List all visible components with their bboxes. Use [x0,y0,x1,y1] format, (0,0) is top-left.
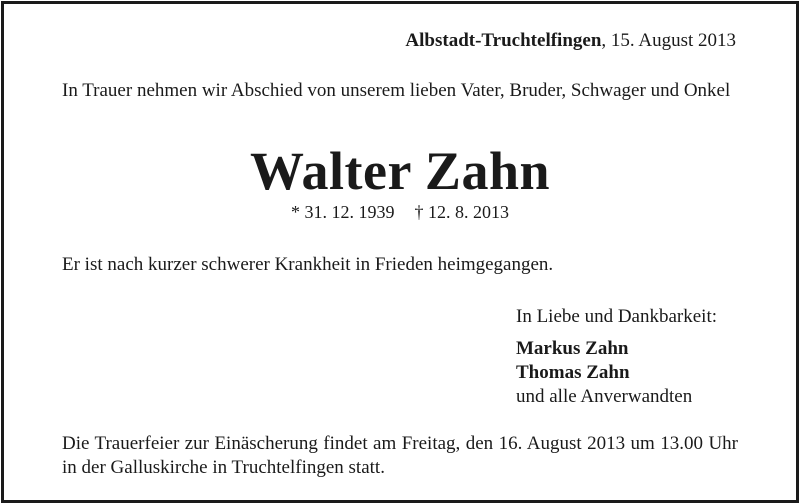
mourner-name: Thomas Zahn [516,362,630,383]
obituary-border [1,1,799,503]
other-relatives: und alle Anverwandten [516,386,693,407]
signoff-greeting: In Liebe und Dankbarkeit: [516,306,718,327]
place-date-line: Albstadt-Truchtelfingen, 15. August 2013 [405,30,736,51]
funeral-service-info: Die Trauerfeier zur Einäscherung findet am Freitag, den 16. August 2013 um 13.00 Uhr in der Galluskirche in Truchtelfingen statt. [62,433,738,478]
passing-statement: Er ist nach kurzer schwerer Krankheit in Frieden heimgegangen. [62,254,554,275]
death-date: † 12. 8. 2013 [414,202,509,222]
deceased-name: Walter Zahn [249,141,551,201]
life-dates [0,200,800,224]
signoff-block [516,305,717,409]
mourner-name: Markus Zahn [516,338,629,359]
birth-date: * 31. 12. 1939 [291,202,395,222]
notice-date: 15. August 2013 [610,30,736,51]
place-name: Albstadt-Truchtelfingen [405,30,602,51]
intro-text: In Trauer nehmen wir Abschied von unserem lieben Vater, Bruder, Schwager und Onkel [62,80,731,101]
